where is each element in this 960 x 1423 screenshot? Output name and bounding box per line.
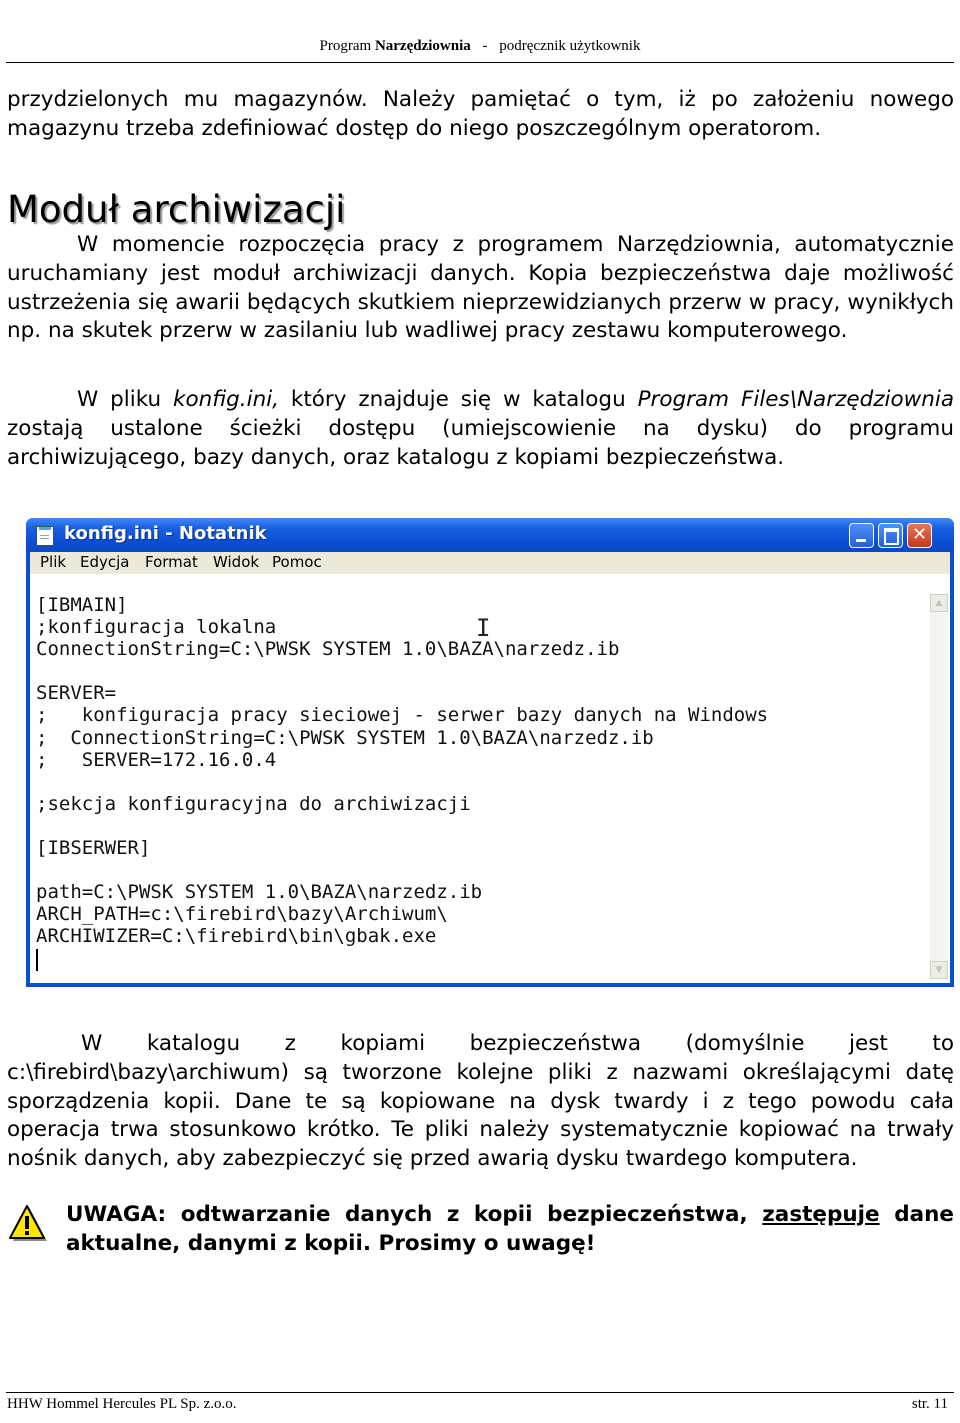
warning-text xyxy=(66,1201,954,1259)
para2-part1: W pliku xyxy=(77,387,173,412)
header-program: Program xyxy=(319,38,372,54)
footer-page-number: str. 11 xyxy=(911,1396,948,1412)
menu-edycja[interactable]: Edycja xyxy=(80,553,130,571)
section-paragraph-2 xyxy=(7,386,954,472)
menu-format[interactable]: Format xyxy=(145,553,198,571)
close-icon: ✕ xyxy=(911,524,928,545)
menu-pomoc[interactable]: Pomoc xyxy=(272,553,322,571)
warning-part1: UWAGA: odtwarzanie danych z kopii bezpieczeństwa, xyxy=(66,1202,763,1227)
header-separator: - xyxy=(482,38,488,54)
page-header xyxy=(0,38,960,55)
header-app-name: Narzędziownia xyxy=(374,38,471,54)
warning-icon xyxy=(7,1204,49,1244)
vertical-scrollbar[interactable] xyxy=(930,594,948,979)
backup-paragraph-text: W katalogu z kopiami bezpieczeństwa (domyślnie jest to c:\firebird\bazy\archiwum) są tworzone kolejne pliki z nazwami określającymi datę sporządzenia kopii. Dane te są kopiowane na dysk twardy i z tego powodu cała operacja trwa stosunkowo krótko. Te pliki należy systematycznie kopiować na trwały nośnik danych, aby zabezpieczyć się przed awarią dysku twardego komputera. xyxy=(7,1031,954,1172)
section-title: Moduł archiwizacji xyxy=(7,188,346,231)
menu-widok[interactable]: Widok xyxy=(213,553,260,571)
backup-paragraph xyxy=(7,1030,954,1174)
scroll-down-icon[interactable]: ▼ xyxy=(930,961,948,979)
intro-paragraph: przydzielonych mu magazynów. Należy pamiętać o tym, iż po założeniu nowego magazynu trzeba zdefiniować dostęp do niego poszczególnym operatorom. xyxy=(7,87,954,141)
footer-company: HHW Hommel Hercules PL Sp. z.o.o. xyxy=(7,1396,237,1412)
minimize-button[interactable] xyxy=(849,523,874,548)
notepad-text-area[interactable] xyxy=(30,574,950,983)
header-manual: podręcznik użytkownik xyxy=(499,38,641,54)
section-paragraph-1 xyxy=(7,231,954,346)
notepad-window xyxy=(26,518,954,987)
warning-part2: dane aktualne, danymi z kopii. Prosimy o uwagę! xyxy=(66,1202,954,1256)
menu-plik[interactable]: Plik xyxy=(40,553,67,571)
scroll-up-icon[interactable]: ▲ xyxy=(930,594,948,612)
header-rule xyxy=(6,62,954,63)
warning-underlined: zastępuje xyxy=(762,1202,880,1227)
para2-part3: zostają ustalone ścieżki dostępu (umiejscowienie na dysku) do programu archiwizującego, bazy danych, oraz katalogu z kopiami bezpieczeństwa. xyxy=(7,415,954,470)
config-file-content[interactable]: [IBMAIN] ;konfiguracja lokalna ConnectionString=C:\PWSK SYSTEM 1.0\BAZA\narzedz.ib SERVER= ; konfiguracja pracy sieciowej - serwer bazy danych na Windows ; ConnectionString=C:\PWSK SYSTEM 1.0\BAZA\narzedz.ib ; SERVER=172.16.0.4 ;sekcja konfiguracyjna do archiwizacji [IBSERWER] path=C:\PWSK SYSTEM 1.0\BAZA\narzedz.ib ARCH_PATH=c:\firebird\bazy\Archiwum\ ARCHIWIZER=C:\firebird\bin\gbak.exe xyxy=(36,594,769,948)
program-directory: Program Files\Narzędziownia xyxy=(637,387,955,412)
notepad-menubar xyxy=(30,552,950,574)
notepad-icon xyxy=(36,526,54,546)
maximize-button[interactable] xyxy=(878,523,903,548)
config-filename: konfig.ini, xyxy=(173,387,280,412)
para2-part2: który znajduje się w katalogu xyxy=(279,387,638,412)
notepad-title: konfig.ini - Notatnik xyxy=(64,523,267,544)
section-paragraph-1-text: W momencie rozpoczęcia pracy z programem Narzędziownia, automatycznie uruchamiany jest moduł archiwizacji danych. Kopia bezpieczeństwa daje możliwość ustrzeżenia się awarii będących skutkiem nieprzewidzianych przerw w pracy, wynikłych np. na skutek przerw w zasilaniu lub wadliwej pracy zestawu komputerowego. xyxy=(7,232,954,344)
text-caret xyxy=(36,949,38,971)
text-cursor-icon: I xyxy=(476,614,491,642)
notepad-titlebar[interactable] xyxy=(26,518,954,552)
footer-rule xyxy=(6,1392,954,1393)
close-button[interactable] xyxy=(907,523,932,548)
